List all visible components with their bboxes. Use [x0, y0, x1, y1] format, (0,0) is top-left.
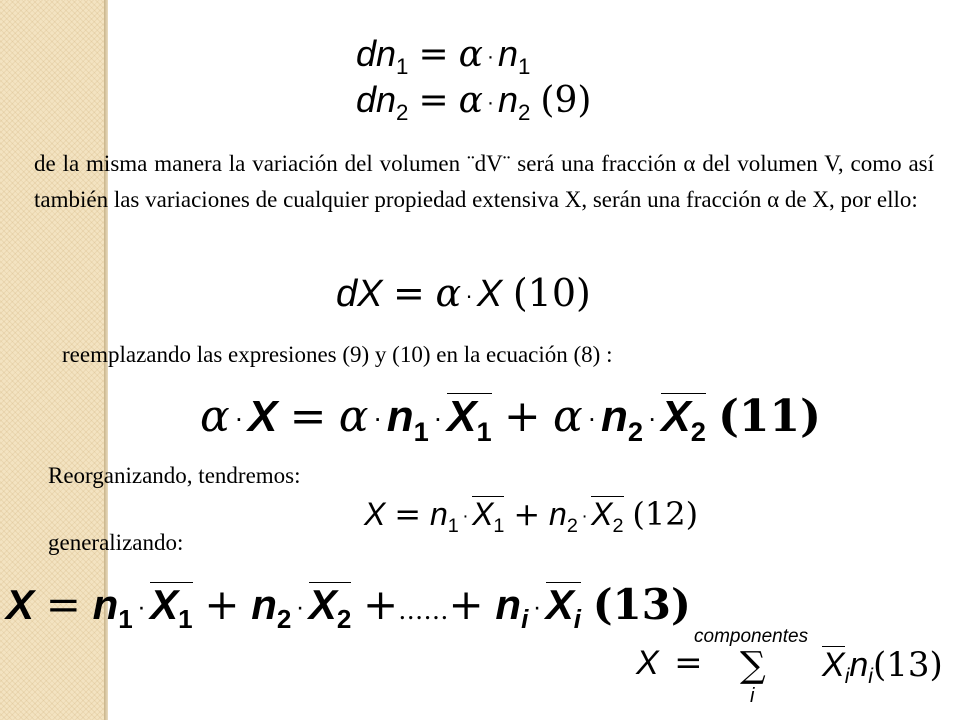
paragraph-variation: de la misma manera la variación del volumen ¨dV¨ será una fracción α del volumen V, como así también las variaciones de cualquier propiedad extensiva X, serán una fracción α de X, por ello:	[34, 151, 934, 212]
equation-number-9: (9)	[540, 80, 592, 121]
text-generalizing: generalizando:	[48, 530, 184, 555]
equation-number-11: (11)	[718, 391, 821, 442]
text-replacing: reemplazando las expresiones (9) y (10) en la ecuación (8) :	[62, 342, 613, 367]
summation-symbol: ∑	[740, 645, 766, 686]
equation-12: $X = n_1 \cdot X_1 + n_2 \cdot X_2$ (12)	[364, 495, 699, 537]
equation-13-summation: X =	[636, 643, 703, 683]
equation-number-10: (10)	[512, 271, 591, 315]
summation-bottom-label: i	[750, 685, 755, 707]
equation-number-13: (13)	[592, 580, 691, 629]
equation-number-12: (12)	[632, 495, 699, 533]
equation-dn2: $dn_2 = \alpha \cdot n_2$ (9)	[356, 79, 592, 125]
summation-top-label: componentes	[694, 626, 809, 647]
equation-number-13b: (13)	[872, 645, 943, 685]
equation-10: dX = α · X (10)	[336, 271, 591, 315]
equation-11: $\alpha \cdot X = \alpha \cdot n_1 \cdot X_1 + \alpha \cdot n_2 \cdot X_2$ (11)	[200, 391, 821, 447]
text-reorganizing: Reorganizando, tendremos:	[48, 463, 301, 488]
equation-dn1: $dn_1 = \alpha \cdot n_1$	[356, 33, 531, 79]
equation-13b-terms: $X_in_i(13)$	[822, 645, 943, 689]
equation-13: $X = n_1 \cdot X_1 + n_2 \cdot X_2$ +……+ $n_i \cdot X_i$ (13)	[6, 580, 691, 635]
